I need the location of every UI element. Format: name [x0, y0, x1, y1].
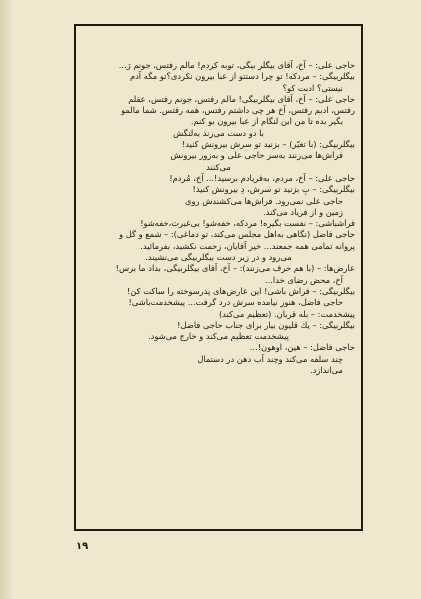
text-line: حاجی فاضل (نگاهی به‌اهل مجلس می‌کند، تو دماغی): – شمع و گل و — [119, 229, 355, 240]
text-line: پروانه تمامی همه جمعند... خیر آقایان، زحمت نکشید، بفرمائید. — [140, 240, 355, 251]
text-line: حاجی فاضل، هنوز نیامده سرش درد گرفت... پیشخدمت‌باشی! — [128, 297, 343, 308]
text-line: حاجی علی: – آخ، آقای بیگلربیگی! مالم رفتس، جونم رفتس، عقلم — [128, 93, 355, 104]
text-line: رفتس، ادبم رفتس، آخ هر چی داشتم رفتس، همه رفتس. شما مالمو — [121, 105, 355, 116]
text-line: زمین و از فریاد می‌کند. — [262, 206, 343, 217]
text-line: بیگلربیگی: – فراش باشی! این عارض‌های پدرسوخته را ساکت کن! — [126, 285, 355, 296]
text-line: می‌رود و در زیر دست بیگلربیگی می‌نشیند. — [145, 252, 292, 263]
text-line: پیشخدمت تعظیم می‌کند و خارج می‌شود. — [148, 331, 289, 342]
text-line: بیگلربیگی: – مردکه! تو چرا دستتو از عبا بیرون نکردی؟تو مگه آدم — [129, 71, 355, 82]
text-line: پیشخدمت: – بله قربان. (تعظیم می‌کند) — [218, 308, 355, 319]
text-line: نیستی؟ ادبت کو؟ — [282, 82, 343, 93]
text-line: بیگلربیگی: (با تغیّر) – بزنید تو سرش بیرونش کنید! — [181, 139, 355, 150]
text-line: بیگلربیگی: – یك قلیون بیار برای جناب حاجی فاضل! — [177, 319, 355, 330]
text-line: می‌کنند — [206, 161, 231, 172]
text-line: بیگلربیگی: – بِ بزنید تو سرش، دِ بیرونش کنید! — [192, 184, 355, 195]
text-line: با دو دست می‌زند به‌لنگش — [173, 127, 264, 138]
text-line: حاجی علی: – آخ، مردم، به‌فریادم برسید!... آخ، مُردم! — [169, 172, 355, 183]
play-text — [82, 60, 355, 376]
text-line: حاجی علی نمی‌رود. فراش‌ها می‌کشندش روی — [185, 195, 343, 206]
text-line: فراش‌ها می‌زنند به‌سر حاجی علی و به‌زور بیرونش — [170, 150, 343, 161]
page-edge — [0, 0, 14, 599]
text-line: می‌اندازد. — [310, 365, 343, 376]
text-line: آخ، محض رضای خدا... — [265, 274, 343, 285]
text-line: حاجی فاضل: – هین، اوهون!... — [249, 342, 355, 353]
text-line: بگیر بده تا من این لنگام از عبا بیرون بو کنم. — [190, 116, 343, 127]
text-line: عارض‌ها: – (با هم حرف می‌زنند): – آخ، آقای بیگلربیگی، بداد ما برس! — [115, 263, 355, 274]
page-number: ۱۹ — [76, 541, 89, 552]
text-line: حاجی علی: – آخ، آقای بیگلر بیگی، توبه کردم! مالم رفتس، جونم رَ... — [118, 60, 355, 70]
text-line: فراشباشی: – نفست بگیره! مردکه، خفه‌شو! بی‌غیرت،خفه‌شو! — [140, 218, 355, 229]
text-line: چند سلفه می‌کند وچند آب دهن در دستمال — [197, 353, 343, 364]
